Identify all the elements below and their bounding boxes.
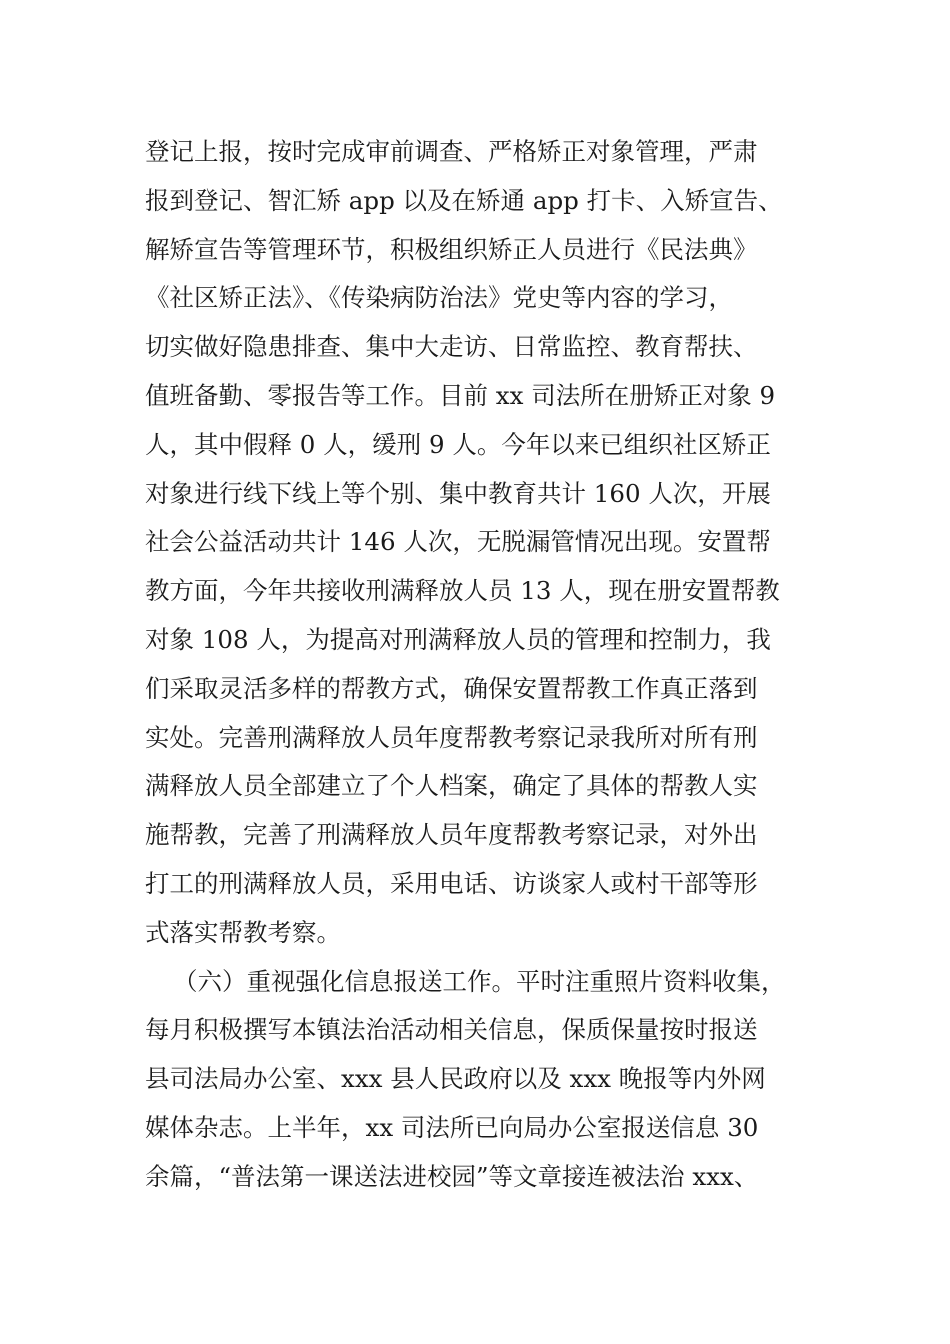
text-line: 《社区矫正法》、《传染病防治法》党史等内容的学习， [145, 283, 733, 313]
text-line: 报到登记、智汇矫 app 以及在矫通 app 打卡、入矫宣告、 [145, 185, 783, 215]
text-line: 对象进行线下线上等个别、集中教育共计 160 人次，开展 [145, 478, 771, 508]
text-line: 们采取灵活多样的帮教方式，确保安置帮教工作真正落到 [145, 673, 758, 703]
text-line: 值班备勤、零报告等工作。目前 xx 司法所在册矫正对象 9 [145, 380, 776, 410]
text-line: 县司法局办公室、xxx 县人民政府以及 xxx 晚报等内外网 [145, 1064, 766, 1094]
text-line: 对象 108 人，为提高对刑满释放人员的管理和控制力，我 [145, 624, 771, 654]
section-heading-line: （六）重视强化信息报送工作。平时注重照片资料收集， [173, 966, 786, 996]
text-line: 人，其中假释 0 人，缓刑 9 人。今年以来已组织社区矫正 [145, 429, 771, 459]
text-line: 满释放人员全部建立了个人档案，确定了具体的帮教人实 [145, 771, 758, 801]
body-text [145, 128, 835, 1202]
text-line: 打工的刑满释放人员，采用电话、访谈家人或村干部等形 [145, 868, 758, 898]
text-line: 施帮教，完善了刑满释放人员年度帮教考察记录，对外出 [145, 820, 758, 850]
text-line: 社会公益活动共计 146 人次，无脱漏管情况出现。安置帮 [145, 527, 771, 557]
text-line: 媒体杂志。上半年，xx 司法所已向局办公室报送信息 30 [145, 1112, 759, 1142]
text-line: 余篇，“普法第一课送法进校园”等文章接连被法治 xxx、 [145, 1161, 759, 1191]
text-line: 每月积极撰写本镇法治活动相关信息，保质保量按时报送 [145, 1015, 758, 1045]
text-line: 登记上报，按时完成审前调查、严格矫正对象管理，严肃 [145, 137, 758, 166]
text-line: 实处。完善刑满释放人员年度帮教考察记录我所对所有刑 [145, 722, 758, 752]
text-line: 式落实帮教考察。 [145, 917, 341, 947]
text-line: 切实做好隐患排查、集中大走访、日常监控、教育帮扶、 [145, 332, 758, 362]
text-line: 解矫宣告等管理环节，积极组织矫正人员进行《民法典》 [145, 234, 758, 264]
text-line: 教方面，今年共接收刑满释放人员 13 人，现在册安置帮教 [145, 576, 780, 606]
